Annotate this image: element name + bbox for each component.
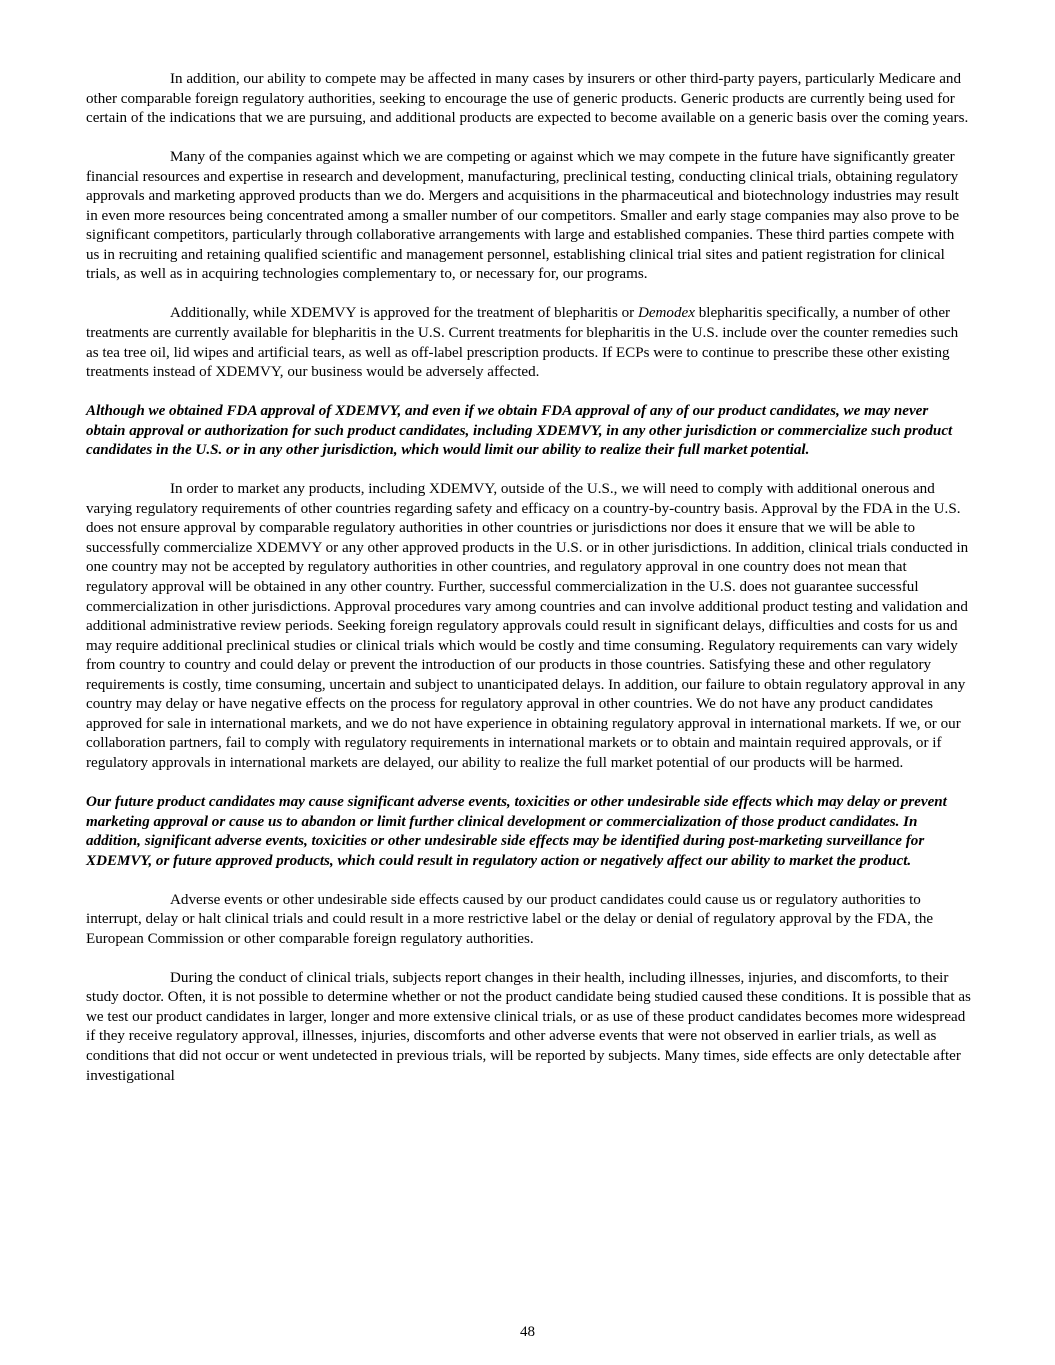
- paragraph-blepharitis-treatments: [86, 304, 971, 382]
- page-number: 48: [519, 1324, 536, 1340]
- risk-heading-adverse-events: Our future product candidates may cause significant adverse events, toxicities or other undesirable side effects which may delay or prevent marketing approval or cause us to abandon or limit further clinical development or commercialization of those product candidates. In addition, significant adverse events, toxicities or other undesirable side effects may be identified during post-marketing surveillance for XDEMVY, or future approved products, which could result in regulatory action or negatively affect our ability to market the product.: [86, 794, 947, 869]
- risk-heading-foreign-approval: Although we obtained FDA approval of XDEMVY, and even if we obtain FDA approval of any of our product candidates, we may never obtain approval or authorization for such product candidates, including XDEMVY, in any other jurisdiction or commercialize such product candidates in the U.S. or in any other jurisdiction, which would limit our ability to realize their full market potential.: [86, 403, 953, 459]
- paragraph-adverse-events: Adverse events or other undesirable side effects caused by our product candidates could cause us or regulatory authorities to interrupt, delay or halt clinical trials and could result in a more restrictive label or the delay or denial of regulatory approval by the FDA, the European Commission or other comparable foreign regulatory authorities.: [86, 891, 934, 947]
- paragraph-text-segment: blepharitis specifically, a number of other treatments are currently available for blepharitis in the U.S. Current treatments for blepharitis in the U.S. include over the counter remedies such as tea tree oil, lid wipes and artificial tears, as well as off-label prescription products. If ECPs were to continue to prescribe these other existing treatments instead of XDEMVY, our business would be adversely affected.: [86, 305, 959, 381]
- paragraph-text-segment: Additionally, while XDEMVY is approved for the treatment of blepharitis or: [170, 305, 638, 322]
- document-body: [86, 70, 971, 1106]
- paragraph-foreign-regulatory: In order to market any products, including XDEMVY, outside of the U.S., we will need to comply with additional onerous and varying regulatory requirements of other countries regarding safety and efficacy on a country-by-country basis. Approval by the FDA in the U.S. does not ensure approval by comparable regulatory authorities in other countries or jurisdictions nor does it ensure that we will be able to successfully commercialize XDEMVY or any other approved products in the U.S. or in other jurisdictions. In addition, clinical trials conducted in one country may not be accepted by regulatory authorities in other countries, and regulatory approval in one country does not mean that regulatory approval will be obtained in any other country. Further, successful commercialization in the U.S. does not guarantee successful commercialization in other jurisdictions. Approval procedures vary among countries and can involve additional product testing and validation and additional administrative review periods. Seeking foreign regulatory approvals could result in significant delays, difficulties and costs for us and may require additional preclinical studies or clinical trials which would be costly and time consuming. Regulatory requirements can vary widely from country to country and could delay or prevent the introduction of our products in those countries. Satisfying these and other regulatory requirements is costly, time consuming, uncertain and subject to unanticipated delays. In addition, our failure to obtain regulatory approval in any country may delay or have negative effects on the process for regulatory approval in other countries. We do not have any product candidates approved for sale in international markets, and we do not have experience in obtaining regulatory approval in international markets. If we, or our collaboration partners, fail to comply with regulatory requirements in international markets or to obtain and maintain required approvals, or if regulatory approvals in international markets are delayed, our ability to realize the full market potential of our products will be harmed.: [86, 481, 969, 771]
- paragraph-competitor-resources: Many of the companies against which we are competing or against which we may compete in the future have significantly greater financial resources and expertise in research and development, manufacturing, preclinical testing, conducting clinical trials, obtaining regulatory approvals and marketing approved products than we do. Mergers and acquisitions in the pharmaceutical and biotechnology industries may result in even more resources being concentrated among a smaller number of our competitors. Smaller and early stage companies may also prove to be significant competitors, particularly through collaborative arrangements with large and established companies. These third parties compete with us in recruiting and retaining qualified scientific and management personnel, establishing clinical trial sites and patient registration for clinical trials, as well as in acquiring technologies complementary to, or necessary for, our programs.: [86, 149, 960, 283]
- paragraph-generic-competition: In addition, our ability to compete may be affected in many cases by insurers or other third-party payers, particularly Medicare and other comparable foreign regulatory authorities, seeking to encourage the use of generic products. Generic products are currently being used for certain of the indications that we are pursuing, and additional products are expected to become available on a generic basis over the coming years.: [86, 71, 969, 127]
- demodex-italic-term: Demodex: [637, 305, 695, 322]
- paragraph-clinical-trial-reports: During the conduct of clinical trials, subjects report changes in their health, including illnesses, injuries, and discomforts, to their study doctor. Often, it is not possible to determine whether or not the product candidate being studied caused these conditions. It is possible that as we test our product candidates in larger, longer and more extensive clinical trials, or as use of these product candidates becomes more widespread if they receive regulatory approval, illnesses, injuries, discomforts and other adverse events that were not observed in earlier trials, as well as conditions that did not occur or went undetected in previous trials, will be reported by subjects. Many times, side effects are only detectable after investigational: [86, 969, 971, 1084]
